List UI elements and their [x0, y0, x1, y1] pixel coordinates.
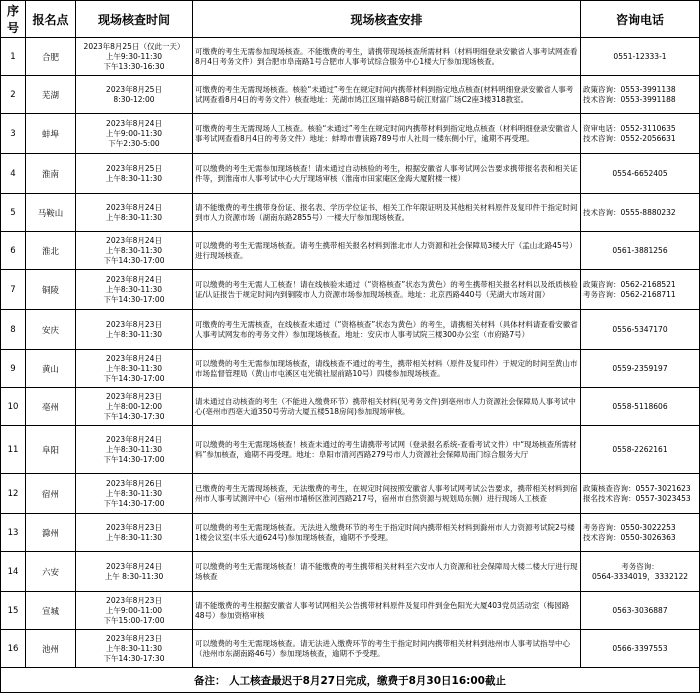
time-line: 上午8:30-11:30 — [105, 444, 163, 454]
contact-phone — [581, 592, 700, 630]
phone-line: 政策咨询：0562-2168521 — [583, 279, 676, 289]
time-line: 上午9:00-11:00 — [105, 605, 163, 615]
time-line: 下午13:30-16:30 — [103, 61, 165, 71]
phone-line: 考务咨询：0562-2168711 — [583, 289, 676, 299]
verification-time — [76, 388, 193, 426]
registration-site: 宿州 — [26, 474, 76, 514]
contact-phone — [581, 426, 700, 474]
phone-line: 考务咨询：0550-3022253 — [583, 522, 676, 532]
verification-time — [76, 350, 193, 388]
time-line: 2023年8月24日 — [106, 118, 162, 128]
time-line: 上午8:30-11:30 — [105, 643, 163, 653]
phone-line: 0559-2359197 — [612, 363, 668, 373]
verification-time — [76, 552, 193, 592]
verification-time — [76, 76, 193, 114]
time-line: 下午15:00-17:00 — [103, 615, 165, 625]
table-row — [1, 388, 700, 426]
row-number: 9 — [1, 350, 26, 388]
time-line: 上午8:30-11:30 — [105, 173, 163, 183]
phone-line: 技术咨询：0555-8880232 — [583, 207, 676, 217]
time-line: 2023年8月24日 — [106, 434, 162, 444]
contact-phone — [581, 350, 700, 388]
time-line: 下午14:30-17:30 — [103, 411, 165, 421]
table-body — [1, 38, 700, 668]
verification-arrangement: 可以缴费的考生无需现场核查。请无法进入缴费环节的考生于指定时间内携带相关材料到池州市人事考试指导中心（池州市东湖南路46号）参加现场核查，逾期不予受理。 — [193, 630, 581, 668]
phone-line: 0558-2262161 — [612, 444, 668, 454]
row-number: 14 — [1, 552, 26, 592]
row-number: 15 — [1, 592, 26, 630]
contact-phone — [581, 310, 700, 350]
verification-time — [76, 232, 193, 270]
phone-line: 0554-6652405 — [612, 168, 668, 178]
registration-site: 池州 — [26, 630, 76, 668]
row-number: 16 — [1, 630, 26, 668]
contact-phone — [581, 76, 700, 114]
table-row — [1, 426, 700, 474]
header-time: 现场核查时间 — [76, 1, 193, 38]
contact-phone — [581, 270, 700, 310]
time-line: 下午2:30-5:00 — [108, 138, 160, 148]
verification-time — [76, 194, 193, 232]
row-number: 12 — [1, 474, 26, 514]
row-number: 5 — [1, 194, 26, 232]
table-row — [1, 474, 700, 514]
verification-time — [76, 310, 193, 350]
verification-arrangement: 可缴费的考生无需参加现场核查。不能缴费的考生，请携带现场核查所需材料（材料明细登录安徽省人事考试网查看8月4日考务文件）到合肥市阜南路1号合肥市人事考试综合服务中心1楼大厅参加现场核查。 — [193, 38, 581, 76]
table-row — [1, 232, 700, 270]
verification-time — [76, 154, 193, 194]
time-line: 上午9:30-11:30 — [105, 51, 163, 61]
time-line: 8:30-12:00 — [113, 94, 155, 104]
time-line: 2023年8月23日 — [106, 522, 162, 532]
contact-phone — [581, 194, 700, 232]
row-number: 11 — [1, 426, 26, 474]
time-line: 下午14:30-17:00 — [103, 454, 165, 464]
time-line: 2023年8月24日 — [106, 202, 162, 212]
verification-arrangement: 可以缴费的考生无需人工核查！请在线核验未通过（“资格核查”状态为黄色）的考生携带相关报名材料以及纸质核验证/认证报告于规定时间内到铜陵市人力资源市场参加现场核查。地址：北京西路440号（芜湖大市场对面） — [193, 270, 581, 310]
phone-line: 政策咨询：0553-3991138 — [583, 84, 676, 94]
phone-line: 资审电话：0552-3110635 — [583, 123, 676, 133]
phone-line: 0551-12333-1 — [613, 51, 667, 61]
time-line: 2023年8月24日 — [106, 235, 162, 245]
table-row — [1, 310, 700, 350]
registration-site: 亳州 — [26, 388, 76, 426]
footer-row — [1, 668, 700, 693]
header-tel: 咨询电话 — [581, 1, 700, 38]
verification-time — [76, 114, 193, 154]
table-row — [1, 114, 700, 154]
header-city: 报名点 — [26, 1, 76, 38]
row-number: 6 — [1, 232, 26, 270]
time-line: 上午8:30-11:30 — [105, 329, 163, 339]
row-number: 13 — [1, 514, 26, 552]
time-line: 2023年8月26日 — [106, 478, 162, 488]
verification-time — [76, 38, 193, 76]
header-plan: 现场核查安排 — [193, 1, 581, 38]
verification-arrangement: 请未通过自动核查的考生（不能进入缴费环节）携带相关材料(见考务文件)到亳州市人力资源社会保障局人事考试中心(亳州市西亳大道350号劳动大厦五楼518房间)参加现场审核。 — [193, 388, 581, 426]
time-line: 上午9:00-11:30 — [105, 128, 163, 138]
time-line: 2023年8月25日 — [106, 163, 162, 173]
registration-site: 蚌埠 — [26, 114, 76, 154]
time-line: 2023年8月24日 — [106, 274, 162, 284]
table-row — [1, 76, 700, 114]
registration-site: 宣城 — [26, 592, 76, 630]
time-line: 下午14:30-17:30 — [103, 653, 165, 663]
row-number: 4 — [1, 154, 26, 194]
time-line: 下午14:30-17:00 — [103, 373, 165, 383]
verification-arrangement: 请不能缴费的考生携带身份证、报名表、学历学位证书、相关工作年限证明及其他相关材料原件及复印件于指定时间到市人力资源市场（湖南东路2855号）一楼大厅参加现场核查。 — [193, 194, 581, 232]
phone-line: 0558-5118606 — [612, 401, 668, 411]
contact-phone — [581, 514, 700, 552]
row-number: 10 — [1, 388, 26, 426]
contact-phone — [581, 552, 700, 592]
verification-time — [76, 592, 193, 630]
header-no: 序号 — [1, 1, 26, 38]
registration-site: 淮南 — [26, 154, 76, 194]
footer-note: 备注： 人工核查最迟于8月27日完成，缴费于8月30日16:00截止 — [1, 668, 700, 693]
verification-time — [76, 630, 193, 668]
time-line: 2023年8月24日 — [106, 353, 162, 363]
contact-phone — [581, 232, 700, 270]
table-row — [1, 270, 700, 310]
phone-line: 技术咨询：0552-2056631 — [583, 133, 676, 143]
contact-phone — [581, 114, 700, 154]
time-line: 上午8:00-12:00 — [105, 401, 163, 411]
contact-phone — [581, 154, 700, 194]
verification-arrangement: 请不能缴费的考生根据安徽省人事考试网相关公告携带材料原件及复印件到金色阳光大厦403党员活动室（梅园路48号）参加资格审核 — [193, 592, 581, 630]
registration-site: 阜阳 — [26, 426, 76, 474]
phone-line: 技术咨询：0553-3991188 — [583, 94, 676, 104]
time-line: 上午8:30-11:30 — [105, 363, 163, 373]
phone-line: 报名技术咨询：0557-3023453 — [583, 493, 691, 503]
time-line: 2023年8月23日 — [106, 633, 162, 643]
registration-site: 合肥 — [26, 38, 76, 76]
verification-time — [76, 474, 193, 514]
phone-line: 技术咨询：0550-3026363 — [583, 532, 676, 542]
verification-arrangement: 可以缴费的考生无需现场核查！请不能缴费的考生携带相关材料至六安市人力资源和社会保障局大楼二楼大厅进行现场核查 — [193, 552, 581, 592]
time-line: 2023年8月23日 — [106, 319, 162, 329]
phone-line: 0561-3881256 — [612, 245, 668, 255]
row-number: 3 — [1, 114, 26, 154]
header-row — [1, 1, 700, 38]
verification-time — [76, 426, 193, 474]
time-line: 下午14:30-17:00 — [103, 255, 165, 265]
contact-phone — [581, 630, 700, 668]
contact-phone — [581, 388, 700, 426]
verification-arrangement: 可缴费的考生无需核查，在线核查未通过（“资格核查”状态为黄色）的考生，请携相关材料（具体材料请查看安徽省人事考试网发布的考务文件）参加现场核查。地址：安庆市人事考试院三楼300办公室（市府路7号） — [193, 310, 581, 350]
registration-site: 安庆 — [26, 310, 76, 350]
time-line: 上午8:30-11:30 — [105, 284, 163, 294]
time-line: 上午8:30-11:30 — [105, 245, 163, 255]
phone-line: 政策核查咨询：0557-3021623 — [583, 483, 691, 493]
table-row — [1, 350, 700, 388]
verification-time — [76, 270, 193, 310]
contact-phone — [581, 38, 700, 76]
registration-site: 铜陵 — [26, 270, 76, 310]
time-line: 上午8:30-11:30 — [105, 532, 163, 542]
row-number: 7 — [1, 270, 26, 310]
registration-site: 马鞍山 — [26, 194, 76, 232]
row-number: 2 — [1, 76, 26, 114]
registration-site: 淮北 — [26, 232, 76, 270]
table-row — [1, 38, 700, 76]
row-number: 8 — [1, 310, 26, 350]
verification-arrangement: 可以缴费的考生无需现场核查。无法进入缴费环节的考生于指定时间内携带相关材料到滁州市人力资源考试院2号楼1楼会议室(丰乐大道624号)参加现场核查，逾期不予受理。 — [193, 514, 581, 552]
time-line: 上午8:30-11:30 — [105, 488, 163, 498]
table-row — [1, 154, 700, 194]
registration-site: 黄山 — [26, 350, 76, 388]
table-row — [1, 630, 700, 668]
time-line: 2023年8月24日 — [106, 561, 162, 571]
phone-line: 0564-3334019，3332122 — [591, 571, 689, 581]
time-line: 2023年8月23日 — [106, 595, 162, 605]
time-line: 上午8:30-11:30 — [105, 212, 163, 222]
verification-arrangement: 可缴费的考生无需现场核查。核验“未通过”考生在规定时间内携带材料到指定地点核查(材料明细登录安徽省人事考试网查看8月4日的考务文件）核查地址：芜湖市鸠江区瑞祥路88号皖江财富广场C2座3楼318教室。 — [193, 76, 581, 114]
table-row — [1, 514, 700, 552]
phone-line: 考务咨询： — [621, 561, 659, 571]
time-line: 下午14:30-17:00 — [103, 498, 165, 508]
registration-site: 芜湖 — [26, 76, 76, 114]
contact-phone — [581, 474, 700, 514]
time-line: 2023年8月25日 — [106, 84, 162, 94]
verification-arrangement: 已缴费的考生无需现场核查，无法缴费的考生，在规定时间按照安徽省人事考试网考试公告要求，携带相关材料到宿州市人事考试测评中心（宿州市埇桥区淮河西路217号，宿州市自然资源与规划局东侧）进行现场人工核查 — [193, 474, 581, 514]
table-row — [1, 592, 700, 630]
verification-time — [76, 514, 193, 552]
phone-line: 0563-3036887 — [612, 605, 668, 615]
time-line: 下午14:30-17:00 — [103, 294, 165, 304]
time-line: 2023年8月23日 — [106, 391, 162, 401]
verification-arrangement: 可以缴费的考生无需现场核查！核查未通过的考生请携带考试网（登录报名系统-查看考试文件）中“现场核查所需材料”参加核查，逾期不再受理。地址：阜阳市清河西路279号市人力资源社会保障局南门综合服务大厅 — [193, 426, 581, 474]
verification-arrangement: 可以缴费的考生无需现场核查。请考生携带相关报名材料到淮北市人力资源和社会保障局3楼大厅（孟山北路45号）进行现场核查。 — [193, 232, 581, 270]
time-line: 上午 8:30-11:30 — [104, 571, 164, 581]
row-number: 1 — [1, 38, 26, 76]
verification-arrangement: 可缴费的考生无需现场人工核查。核验“未通过”考生在规定时间内携带材料到指定地点核查（材料明细登录安徽省人事考试网查看8月4日的考务文件）地址：蚌埠市曹读路789号市人社局一楼东侧小厅，逾期不再受理。 — [193, 114, 581, 154]
table-row — [1, 194, 700, 232]
time-line: 2023年8月25日（仅此一天） — [83, 41, 185, 51]
table-row — [1, 552, 700, 592]
verification-arrangement: 可以缴费的考生无需参加现场核查，请线核查不通过的考生，携带相关材料（原件及复印件）于规定的时间至黄山市市场监督管理局（黄山市屯溪区屯光镇社屋前路10号）四楼参加现场核查。 — [193, 350, 581, 388]
registration-site: 滁州 — [26, 514, 76, 552]
phone-line: 0556-5347170 — [612, 324, 668, 334]
phone-line: 0566-3397553 — [612, 643, 668, 653]
registration-site: 六安 — [26, 552, 76, 592]
verification-arrangement: 可以缴费的考生无需参加现场核查！请未通过自动核验的考生，根据安徽省人事考试网公告要求携带报名表和相关证件等，到淮南市人事考试中心大厅现场审核（淮南市田家庵区金海大厦附楼一楼） — [193, 154, 581, 194]
